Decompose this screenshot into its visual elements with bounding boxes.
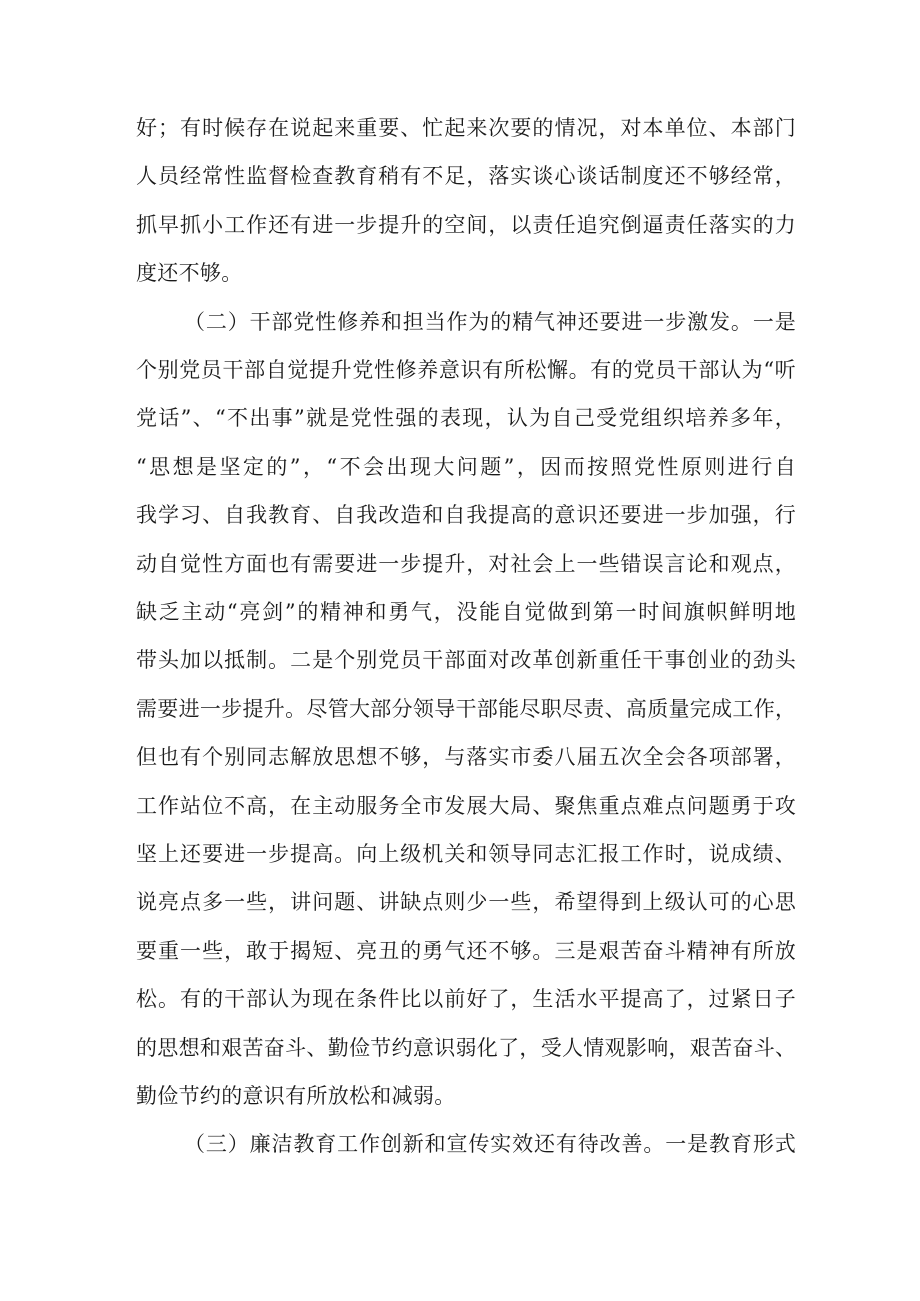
text-line: 的思想和艰苦奋斗、勤俭节约意识弱化了，受人情观影响，艰苦奋斗、 <box>136 1036 796 1060</box>
text-line: 动自觉性方面也有需要进一步提升，对社会上一些错误言论和观点， <box>136 552 796 576</box>
text-line: 我学习、自我教育、自我改造和自我提高的意识还要进一步加强，行 <box>136 503 796 527</box>
text-line: 但也有个别同志解放思想不够，与落实市委八届五次全会各项部署， <box>136 745 796 769</box>
text-line: 带头加以抵制。二是个别党员干部面对改革创新重任干事创业的劲头 <box>136 648 796 672</box>
text-line: 好；有时候存在说起来重要、忙起来次要的情况，对本单位、本部门 <box>136 116 796 140</box>
section-heading-line: （二）干部党性修养和担当作为的精气神还要进一步激发。一是 <box>184 310 796 334</box>
text-line: 松。有的干部认为现在条件比以前好了，生活水平提高了，过紧日子 <box>136 987 796 1011</box>
text-line: 要重一些，敢于揭短、亮丑的勇气还不够。三是艰苦奋斗精神有所放 <box>136 939 796 963</box>
text-line: 抓早抓小工作还有进一步提升的空间，以责任追究倒逼责任落实的力 <box>136 213 796 237</box>
text-line: 勤俭节约的意识有所放松和减弱。 <box>136 1084 456 1108</box>
text-line: 工作站位不高，在主动服务全市发展大局、聚焦重点难点问题勇于攻 <box>136 794 796 818</box>
text-line: 人员经常性监督检查教育稍有不足，落实谈心谈话制度还不够经常， <box>136 164 796 188</box>
text-line: “思想是坚定的”，“不会出现大问题”，因而按照党性原则进行自 <box>136 455 796 479</box>
text-line: 缺乏主动“亮剑”的精神和勇气，没能自觉做到第一时间旗帜鲜明地 <box>136 600 796 624</box>
text-line: 个别党员干部自觉提升党性修养意识有所松懈。有的党员干部认为“听 <box>136 358 796 382</box>
section-heading-line: （三）廉洁教育工作创新和宣传实效还有待改善。一是教育形式 <box>184 1132 796 1156</box>
text-line: 说亮点多一些，讲问题、讲缺点则少一些，希望得到上级认可的心思 <box>136 890 796 914</box>
text-line: 需要进一步提升。尽管大部分领导干部能尽职尽责、高质量完成工作， <box>136 697 796 721</box>
text-line: 坚上还要进一步提高。向上级机关和领导同志汇报工作时，说成绩、 <box>136 842 796 866</box>
text-line: 党话”、“不出事”就是党性强的表现，认为自己受党组织培养多年， <box>136 406 796 430</box>
text-line: 度还不够。 <box>136 261 243 285</box>
